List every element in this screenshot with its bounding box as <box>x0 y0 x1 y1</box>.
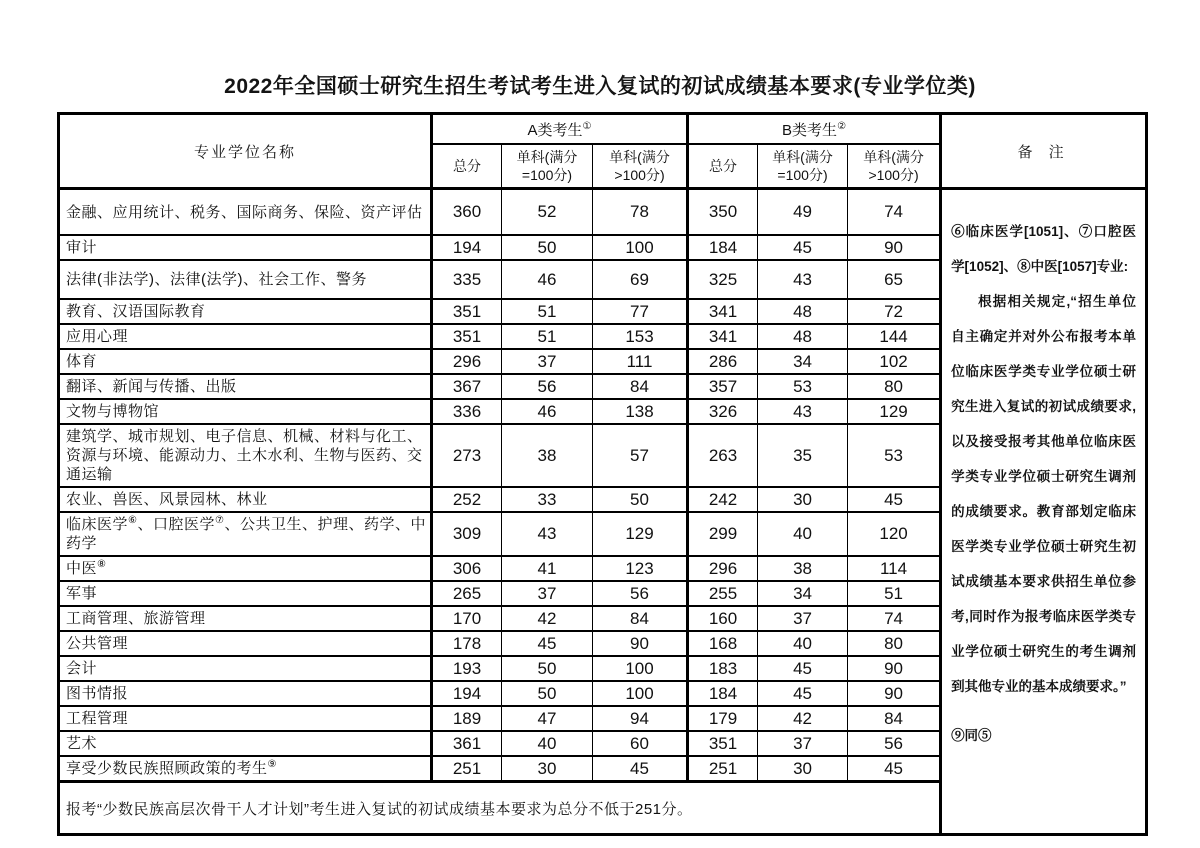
table-header <box>59 114 1147 189</box>
score-a-single-over: 69 <box>593 260 688 299</box>
score-a-single-full: 46 <box>502 260 593 299</box>
degree-name-cell: 工商管理、旅游管理 <box>59 606 432 631</box>
header-line: >100分) <box>614 167 665 183</box>
degree-name-cell: 体育 <box>59 349 432 374</box>
score-b-single-full: 42 <box>758 706 848 731</box>
score-b-single-full: 45 <box>758 235 848 260</box>
score-a-total: 194 <box>432 681 502 706</box>
group-a-footnote-marker: ① <box>582 120 592 132</box>
score-a-single-full: 41 <box>502 556 593 581</box>
remark-paragraph: 根据相关规定,“招生单位自主确定并对外公布报考本单位临床医学类专业学位硕士研究生进入复试的初试成绩要求,以及接受报考其他单位临床医学类专业学位硕士研究生调剂的成绩要求。教育部划定临床医学类专业学位硕士研究生初试成绩基本要求供招生单位参考,同时作为报考临床医学类专业学位硕士研究生的考生调剂到其他专业的基本成绩要求。” <box>951 294 1137 694</box>
score-a-total: 252 <box>432 487 502 512</box>
score-b-single-over: 90 <box>848 681 941 706</box>
score-b-single-over: 90 <box>848 656 941 681</box>
score-a-single-over: 94 <box>593 706 688 731</box>
degree-name-cell: 法律(非法学)、法律(法学)、社会工作、警务 <box>59 260 432 299</box>
score-b-single-full: 45 <box>758 656 848 681</box>
score-b-total: 184 <box>688 681 758 706</box>
score-a-total: 335 <box>432 260 502 299</box>
score-a-single-full: 46 <box>502 399 593 424</box>
score-a-total: 360 <box>432 189 502 236</box>
score-a-single-over: 60 <box>593 731 688 756</box>
header-line: >100分) <box>868 167 919 183</box>
score-b-single-full: 43 <box>758 260 848 299</box>
score-b-total: 296 <box>688 556 758 581</box>
score-a-single-over: 78 <box>593 189 688 236</box>
score-a-single-over: 50 <box>593 487 688 512</box>
col-header-b-single-full <box>758 144 848 189</box>
score-b-single-over: 80 <box>848 631 941 656</box>
score-b-single-over: 102 <box>848 349 941 374</box>
score-b-single-over: 45 <box>848 487 941 512</box>
remark-paragraph: ⑨同⑤ <box>951 728 992 743</box>
score-a-single-full: 38 <box>502 424 593 487</box>
score-a-total: 265 <box>432 581 502 606</box>
score-a-single-full: 52 <box>502 189 593 236</box>
score-a-single-full: 56 <box>502 374 593 399</box>
footnote-marker: ⑦ <box>215 515 225 526</box>
group-b-footnote-marker: ② <box>837 120 847 132</box>
col-header-remark: 备 注 <box>941 114 1147 189</box>
score-a-single-full: 33 <box>502 487 593 512</box>
score-b-single-over: 84 <box>848 706 941 731</box>
score-a-total: 351 <box>432 299 502 324</box>
score-a-total: 273 <box>432 424 502 487</box>
header-line: 单科(满分 <box>772 149 833 165</box>
score-b-total: 184 <box>688 235 758 260</box>
score-a-single-over: 57 <box>593 424 688 487</box>
degree-name-cell: 教育、汉语国际教育 <box>59 299 432 324</box>
col-header-degree-name: 专业学位名称 <box>59 114 432 189</box>
table-row <box>59 189 1147 236</box>
degree-name-cell: 中医⑧ <box>59 556 432 581</box>
score-b-single-over: 51 <box>848 581 941 606</box>
degree-name-cell: 图书情报 <box>59 681 432 706</box>
score-b-single-full: 48 <box>758 299 848 324</box>
degree-name-cell: 文物与博物馆 <box>59 399 432 424</box>
score-a-single-over: 153 <box>593 324 688 349</box>
score-b-total: 326 <box>688 399 758 424</box>
score-a-single-over: 77 <box>593 299 688 324</box>
score-a-single-full: 51 <box>502 324 593 349</box>
score-a-total: 194 <box>432 235 502 260</box>
degree-name-cell: 应用心理 <box>59 324 432 349</box>
remark-paragraph: ⑥临床医学[1051]、⑦口腔医学[1052]、⑧中医[1057]专业: <box>951 224 1137 274</box>
score-a-single-over: 100 <box>593 681 688 706</box>
score-a-single-full: 47 <box>502 706 593 731</box>
score-a-single-full: 30 <box>502 756 593 782</box>
score-b-single-over: 144 <box>848 324 941 349</box>
header-line: 单科(满分 <box>863 149 924 165</box>
score-a-single-over: 45 <box>593 756 688 782</box>
score-b-total: 341 <box>688 299 758 324</box>
score-a-single-full: 42 <box>502 606 593 631</box>
degree-name-cell: 会计 <box>59 656 432 681</box>
score-b-single-over: 114 <box>848 556 941 581</box>
degree-name-cell: 临床医学⑥、口腔医学⑦、公共卫生、护理、药学、中药学 <box>59 512 432 556</box>
score-a-total: 361 <box>432 731 502 756</box>
score-b-total: 357 <box>688 374 758 399</box>
score-b-single-full: 34 <box>758 581 848 606</box>
col-header-b-single-over <box>848 144 941 189</box>
score-a-total: 193 <box>432 656 502 681</box>
score-a-single-full: 45 <box>502 631 593 656</box>
score-b-single-over: 65 <box>848 260 941 299</box>
score-a-total: 336 <box>432 399 502 424</box>
score-b-single-full: 40 <box>758 631 848 656</box>
col-header-group-b <box>688 114 941 145</box>
score-b-total: 183 <box>688 656 758 681</box>
score-b-single-full: 48 <box>758 324 848 349</box>
score-a-single-full: 50 <box>502 235 593 260</box>
degree-name-cell: 金融、应用统计、税务、国际商务、保险、资产评估 <box>59 189 432 236</box>
score-b-total: 160 <box>688 606 758 631</box>
col-header-a-single-full <box>502 144 593 189</box>
score-b-single-full: 35 <box>758 424 848 487</box>
score-b-total: 325 <box>688 260 758 299</box>
group-a-label: A类考生 <box>527 121 583 139</box>
score-b-total: 255 <box>688 581 758 606</box>
score-a-single-over: 123 <box>593 556 688 581</box>
header-line: 单科(满分 <box>609 149 670 165</box>
score-b-total: 168 <box>688 631 758 656</box>
score-b-single-full: 40 <box>758 512 848 556</box>
score-b-single-over: 74 <box>848 189 941 236</box>
score-b-single-over: 45 <box>848 756 941 782</box>
footnote-marker: ⑧ <box>97 559 107 570</box>
footer-note: 报考“少数民族高层次骨干人才计划”考生进入复试的初试成绩基本要求为总分不低于251分。 <box>59 782 941 835</box>
degree-name-cell: 艺术 <box>59 731 432 756</box>
score-a-single-over: 56 <box>593 581 688 606</box>
score-b-total: 299 <box>688 512 758 556</box>
degree-name-cell: 公共管理 <box>59 631 432 656</box>
col-header-a-total: 总分 <box>432 144 502 189</box>
score-b-single-full: 37 <box>758 606 848 631</box>
score-b-single-over: 72 <box>848 299 941 324</box>
table-body <box>59 189 1147 835</box>
score-a-single-full: 51 <box>502 299 593 324</box>
degree-name-cell: 军事 <box>59 581 432 606</box>
score-b-total: 263 <box>688 424 758 487</box>
score-a-single-full: 37 <box>502 349 593 374</box>
score-a-total: 178 <box>432 631 502 656</box>
score-b-total: 242 <box>688 487 758 512</box>
col-header-group-a <box>432 114 688 145</box>
score-a-single-over: 100 <box>593 235 688 260</box>
score-b-single-full: 34 <box>758 349 848 374</box>
score-b-single-full: 38 <box>758 556 848 581</box>
score-a-total: 189 <box>432 706 502 731</box>
score-a-single-full: 50 <box>502 656 593 681</box>
footnote-marker: ⑨ <box>267 759 277 770</box>
degree-name-cell: 工程管理 <box>59 706 432 731</box>
score-b-single-over: 90 <box>848 235 941 260</box>
score-b-total: 179 <box>688 706 758 731</box>
score-a-single-over: 111 <box>593 349 688 374</box>
degree-name-cell: 享受少数民族照顾政策的考生⑨ <box>59 756 432 782</box>
score-b-single-over: 53 <box>848 424 941 487</box>
score-a-total: 306 <box>432 556 502 581</box>
score-b-single-full: 30 <box>758 756 848 782</box>
header-line: =100分) <box>777 167 828 183</box>
score-a-single-full: 40 <box>502 731 593 756</box>
score-a-total: 367 <box>432 374 502 399</box>
score-b-total: 351 <box>688 731 758 756</box>
score-b-total: 341 <box>688 324 758 349</box>
score-b-single-over: 80 <box>848 374 941 399</box>
score-a-total: 351 <box>432 324 502 349</box>
remarks-cell <box>941 189 1147 835</box>
col-header-a-single-over <box>593 144 688 189</box>
score-b-single-over: 129 <box>848 399 941 424</box>
score-b-single-full: 43 <box>758 399 848 424</box>
score-a-single-over: 138 <box>593 399 688 424</box>
degree-name-cell: 审计 <box>59 235 432 260</box>
score-a-single-over: 90 <box>593 631 688 656</box>
score-b-total: 286 <box>688 349 758 374</box>
score-a-single-over: 100 <box>593 656 688 681</box>
col-header-b-total: 总分 <box>688 144 758 189</box>
score-b-single-over: 120 <box>848 512 941 556</box>
score-a-single-over: 129 <box>593 512 688 556</box>
score-a-total: 296 <box>432 349 502 374</box>
group-b-label: B类考生 <box>782 121 838 139</box>
score-b-total: 350 <box>688 189 758 236</box>
score-a-single-full: 37 <box>502 581 593 606</box>
score-a-total: 251 <box>432 756 502 782</box>
score-a-single-full: 43 <box>502 512 593 556</box>
score-a-single-over: 84 <box>593 606 688 631</box>
footnote-marker: ⑥ <box>128 515 138 526</box>
degree-name-cell: 翻译、新闻与传播、出版 <box>59 374 432 399</box>
degree-name-cell: 建筑学、城市规划、电子信息、机械、材料与化工、资源与环境、能源动力、土木水利、生物与医药、交通运输 <box>59 424 432 487</box>
header-group-row <box>59 114 1147 145</box>
score-a-total: 309 <box>432 512 502 556</box>
score-b-single-over: 74 <box>848 606 941 631</box>
page-title: 2022年全国硕士研究生招生考试考生进入复试的初试成绩基本要求(专业学位类) <box>224 75 976 98</box>
score-b-single-full: 53 <box>758 374 848 399</box>
score-a-single-full: 50 <box>502 681 593 706</box>
score-b-single-full: 30 <box>758 487 848 512</box>
score-b-single-full: 45 <box>758 681 848 706</box>
header-line: 单科(满分 <box>516 149 578 165</box>
score-b-single-full: 37 <box>758 731 848 756</box>
score-a-single-over: 84 <box>593 374 688 399</box>
header-line: =100分) <box>521 167 573 183</box>
score-b-single-full: 49 <box>758 189 848 236</box>
score-b-single-over: 56 <box>848 731 941 756</box>
score-a-total: 170 <box>432 606 502 631</box>
degree-name-cell: 农业、兽医、风景园林、林业 <box>59 487 432 512</box>
score-b-total: 251 <box>688 756 758 782</box>
score-table <box>57 112 1148 836</box>
